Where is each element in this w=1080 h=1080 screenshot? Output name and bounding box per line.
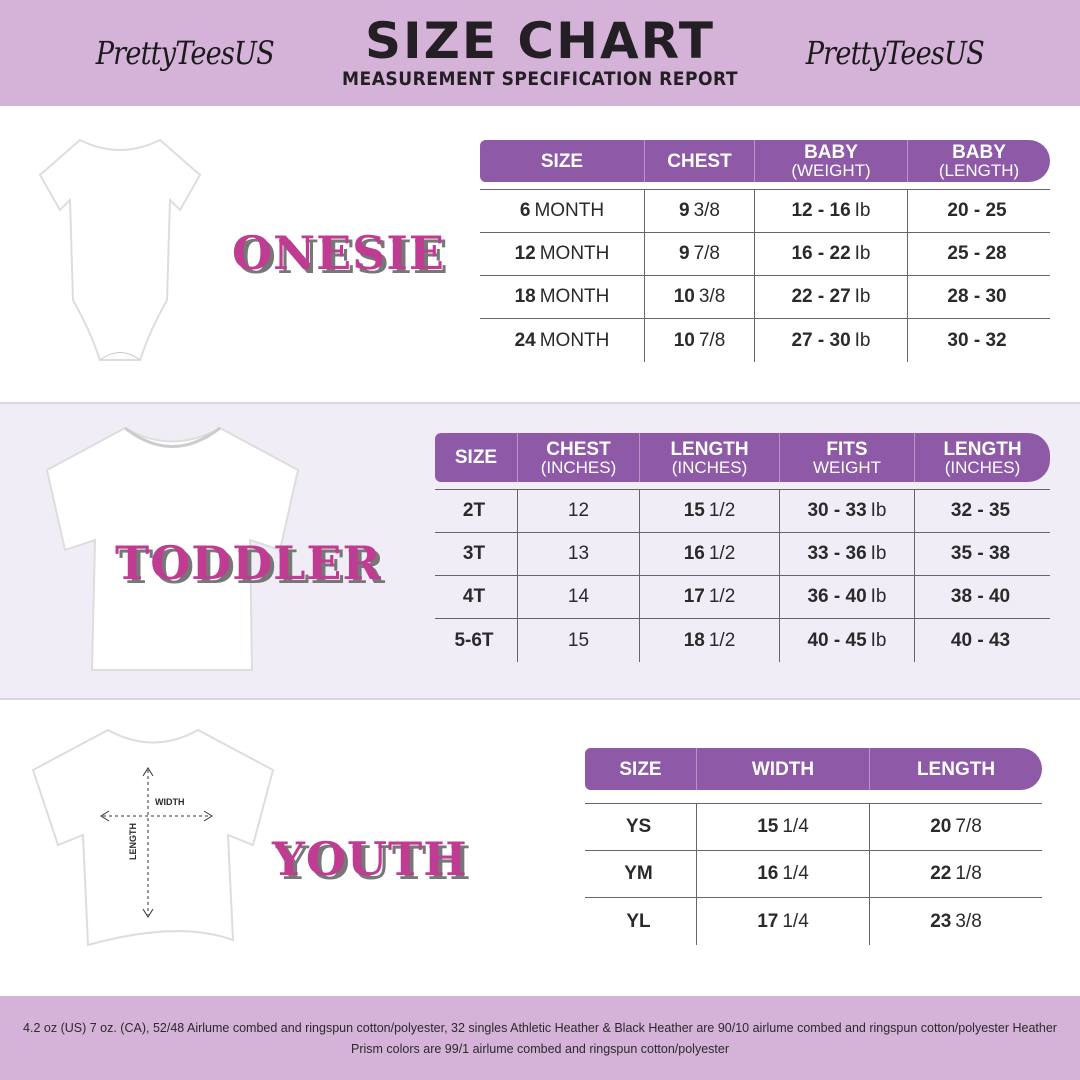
fabric-note: 4.2 oz (US) 7 oz. (CA), 52/48 Airlume combed and ringspun cotton/polyester, 32 singles Athletic Heather & Black Heather are 90/10 airlume combed and ringspun cotton/polyester Heather Prism colors are 99/1 airlume combed and ringspun cotton/polyester bbox=[0, 996, 1080, 1080]
table-cell bbox=[480, 319, 645, 362]
column-header bbox=[435, 433, 518, 482]
table-cell bbox=[915, 619, 1050, 662]
column-header bbox=[870, 748, 1042, 790]
column-header-sublabel: (WEIGHT) bbox=[791, 161, 871, 180]
column-header bbox=[518, 433, 640, 482]
cell-unit: 15 bbox=[567, 629, 590, 651]
brand-logo-right: PrettyTeesUS bbox=[805, 34, 984, 72]
youth-tshirt-image bbox=[28, 720, 278, 950]
table-cell bbox=[435, 576, 518, 618]
youth-size-table bbox=[585, 748, 1042, 945]
table-cell bbox=[480, 233, 645, 275]
cell-unit: 1/2 bbox=[708, 500, 736, 521]
column-header bbox=[480, 140, 645, 182]
table-row bbox=[585, 804, 1042, 851]
table-cell bbox=[870, 898, 1042, 945]
table-cell bbox=[697, 804, 870, 850]
table-cell bbox=[697, 898, 870, 945]
cell-value: 33 - 36 bbox=[807, 543, 867, 564]
table-row bbox=[480, 319, 1050, 362]
cell-value: 12 - 16 bbox=[791, 200, 851, 221]
table-cell bbox=[640, 490, 780, 532]
cell-value: 16 bbox=[683, 543, 705, 564]
cell-value: 20 bbox=[930, 816, 952, 837]
cell-unit: 3/8 bbox=[693, 200, 720, 221]
cell-value: 24 bbox=[514, 329, 536, 351]
cell-unit: MONTH bbox=[539, 286, 610, 307]
cell-value: 16 bbox=[757, 863, 779, 884]
table-cell bbox=[908, 233, 1050, 275]
table-cell bbox=[645, 319, 755, 362]
column-header-label: CHEST bbox=[667, 150, 732, 172]
table-cell bbox=[640, 576, 780, 618]
column-header-label: LENGTH bbox=[916, 758, 996, 780]
cell-value: 35 - 38 bbox=[950, 543, 1011, 564]
cell-value: 3T bbox=[462, 543, 486, 564]
table-row bbox=[480, 276, 1050, 319]
cell-unit: 3/8 bbox=[955, 910, 982, 932]
youth-label: YOUTH bbox=[272, 832, 468, 886]
table-cell bbox=[915, 576, 1050, 618]
onesie-image bbox=[35, 130, 205, 380]
cell-value: 30 - 32 bbox=[947, 329, 1007, 351]
table-cell bbox=[640, 619, 780, 662]
cell-unit: Ib bbox=[870, 629, 887, 651]
cell-unit: Ib bbox=[870, 586, 887, 607]
column-header bbox=[755, 140, 908, 182]
table-row bbox=[480, 190, 1050, 233]
table-cell bbox=[645, 190, 755, 232]
cell-value: 18 bbox=[683, 629, 705, 651]
table-cell bbox=[755, 190, 908, 232]
table-cell bbox=[435, 619, 518, 662]
column-header-sublabel: WEIGHT bbox=[813, 457, 881, 477]
cell-unit: 1/2 bbox=[708, 629, 736, 651]
width-arrow-label: WIDTH bbox=[155, 797, 185, 807]
table-cell bbox=[585, 851, 697, 897]
cell-value: 16 - 22 bbox=[791, 243, 851, 264]
onesie-label: ONESIE bbox=[232, 226, 445, 280]
cell-value: 18 bbox=[514, 286, 536, 307]
column-header bbox=[645, 140, 755, 182]
table-cell bbox=[640, 533, 780, 575]
cell-value: 10 bbox=[673, 286, 695, 307]
cell-unit: MONTH bbox=[534, 200, 605, 221]
cell-value: 36 - 40 bbox=[807, 586, 867, 607]
cell-unit: Ib bbox=[870, 543, 887, 564]
cell-value: 17 bbox=[683, 586, 705, 607]
table-header bbox=[585, 748, 1042, 790]
cell-unit: 1/4 bbox=[782, 863, 809, 884]
table-cell bbox=[518, 490, 640, 532]
table-cell bbox=[480, 190, 645, 232]
table-cell bbox=[908, 190, 1050, 232]
table-cell bbox=[870, 851, 1042, 897]
table-cell bbox=[435, 490, 518, 532]
column-header-sublabel: (INCHES) bbox=[540, 457, 617, 477]
column-header bbox=[915, 433, 1050, 482]
column-header bbox=[697, 748, 870, 790]
column-header-label: SIZE bbox=[540, 150, 584, 172]
cell-value: 17 bbox=[757, 910, 779, 932]
table-cell bbox=[780, 576, 915, 618]
toddler-label: TODDLER bbox=[115, 536, 382, 590]
cell-unit: Ib bbox=[854, 329, 871, 351]
table-cell bbox=[755, 233, 908, 275]
table-cell bbox=[480, 276, 645, 318]
onesie-size-table bbox=[480, 140, 1050, 362]
column-header bbox=[908, 140, 1050, 182]
column-header-label: SIZE bbox=[619, 758, 662, 780]
cell-value: 15 bbox=[757, 816, 779, 837]
cell-unit: 1/4 bbox=[782, 816, 809, 837]
cell-value: 38 - 40 bbox=[950, 586, 1011, 607]
cell-unit: Ib bbox=[854, 200, 871, 221]
table-cell bbox=[585, 898, 697, 945]
table-row bbox=[480, 233, 1050, 276]
toddler-size-table bbox=[435, 433, 1050, 662]
cell-unit: 7/8 bbox=[698, 329, 726, 351]
cell-unit: 14 bbox=[567, 586, 590, 607]
table-cell bbox=[908, 319, 1050, 362]
table-cell bbox=[518, 533, 640, 575]
table-header bbox=[435, 433, 1050, 482]
column-header-label: FITS bbox=[826, 438, 868, 460]
table-row bbox=[435, 619, 1050, 662]
column-header-label: BABY bbox=[952, 142, 1006, 163]
page-subtitle: MEASUREMENT SPECIFICATION REPORT bbox=[342, 68, 738, 90]
column-header bbox=[780, 433, 915, 482]
table-cell bbox=[780, 533, 915, 575]
table-row bbox=[435, 533, 1050, 576]
cell-value: 25 - 28 bbox=[947, 243, 1007, 264]
table-cell bbox=[518, 576, 640, 618]
cell-value: 2T bbox=[462, 500, 486, 521]
cell-value: 32 - 35 bbox=[950, 500, 1011, 521]
column-header-label: LENGTH bbox=[670, 438, 749, 460]
cell-unit: 12 bbox=[567, 500, 590, 521]
table-cell bbox=[645, 233, 755, 275]
column-header-label: SIZE bbox=[454, 447, 498, 468]
cell-value: YL bbox=[626, 910, 651, 932]
table-cell bbox=[755, 276, 908, 318]
cell-value: 5-6T bbox=[454, 629, 494, 651]
column-header bbox=[585, 748, 697, 790]
cell-value: 40 - 45 bbox=[807, 629, 867, 651]
cell-value: YS bbox=[625, 816, 652, 837]
cell-unit: Ib bbox=[870, 500, 887, 521]
column-header-label: CHEST bbox=[546, 438, 611, 460]
table-cell bbox=[435, 533, 518, 575]
cell-unit: 7/8 bbox=[955, 816, 982, 837]
table-cell bbox=[697, 851, 870, 897]
cell-unit: Ib bbox=[854, 286, 871, 307]
cell-unit: 1/2 bbox=[708, 586, 736, 607]
cell-value: YM bbox=[624, 863, 653, 884]
table-cell bbox=[518, 619, 640, 662]
cell-value: 27 - 30 bbox=[791, 329, 851, 351]
cell-unit: Ib bbox=[854, 243, 871, 264]
cell-unit: MONTH bbox=[539, 243, 610, 264]
table-cell bbox=[915, 490, 1050, 532]
cell-value: 23 bbox=[930, 910, 952, 932]
cell-value: 22 bbox=[930, 863, 952, 884]
table-row bbox=[585, 851, 1042, 898]
column-header-sublabel: (INCHES) bbox=[671, 457, 748, 477]
cell-value: 9 bbox=[679, 243, 690, 264]
cell-unit: 7/8 bbox=[693, 243, 720, 264]
column-header-label: LENGTH bbox=[943, 438, 1022, 460]
cell-unit: 1/4 bbox=[782, 910, 809, 932]
length-arrow-label: LENGTH bbox=[128, 823, 138, 860]
column-header-sublabel: (INCHES) bbox=[944, 457, 1021, 477]
cell-unit: MONTH bbox=[539, 329, 610, 351]
page-title: SIZE CHART bbox=[364, 12, 716, 70]
table-cell bbox=[870, 804, 1042, 850]
column-header-label: WIDTH bbox=[751, 758, 815, 780]
table-header bbox=[480, 140, 1050, 182]
cell-value: 12 bbox=[514, 243, 536, 264]
table-cell bbox=[908, 276, 1050, 318]
cell-value: 20 - 25 bbox=[947, 200, 1007, 221]
cell-unit: 13 bbox=[567, 543, 590, 564]
table-cell bbox=[780, 490, 915, 532]
cell-value: 28 - 30 bbox=[947, 286, 1007, 307]
column-header bbox=[640, 433, 780, 482]
table-cell bbox=[780, 619, 915, 662]
cell-unit: 3/8 bbox=[698, 286, 726, 307]
table-row bbox=[585, 898, 1042, 945]
table-row bbox=[435, 576, 1050, 619]
cell-value: 30 - 33 bbox=[807, 500, 867, 521]
column-header-sublabel: (LENGTH) bbox=[938, 161, 1020, 180]
cell-value: 15 bbox=[683, 500, 705, 521]
table-cell bbox=[915, 533, 1050, 575]
cell-value: 6 bbox=[519, 200, 531, 221]
cell-value: 4T bbox=[462, 586, 486, 607]
table-cell bbox=[585, 804, 697, 850]
table-cell bbox=[645, 276, 755, 318]
cell-unit: 1/2 bbox=[708, 543, 736, 564]
column-header-label: BABY bbox=[804, 142, 858, 163]
cell-value: 10 bbox=[673, 329, 695, 351]
table-cell bbox=[755, 319, 908, 362]
cell-unit: 1/8 bbox=[955, 863, 982, 884]
table-row bbox=[435, 490, 1050, 533]
brand-logo-left: PrettyTeesUS bbox=[95, 34, 274, 72]
cell-value: 9 bbox=[679, 200, 690, 221]
cell-value: 40 - 43 bbox=[950, 629, 1011, 651]
cell-value: 22 - 27 bbox=[791, 286, 851, 307]
